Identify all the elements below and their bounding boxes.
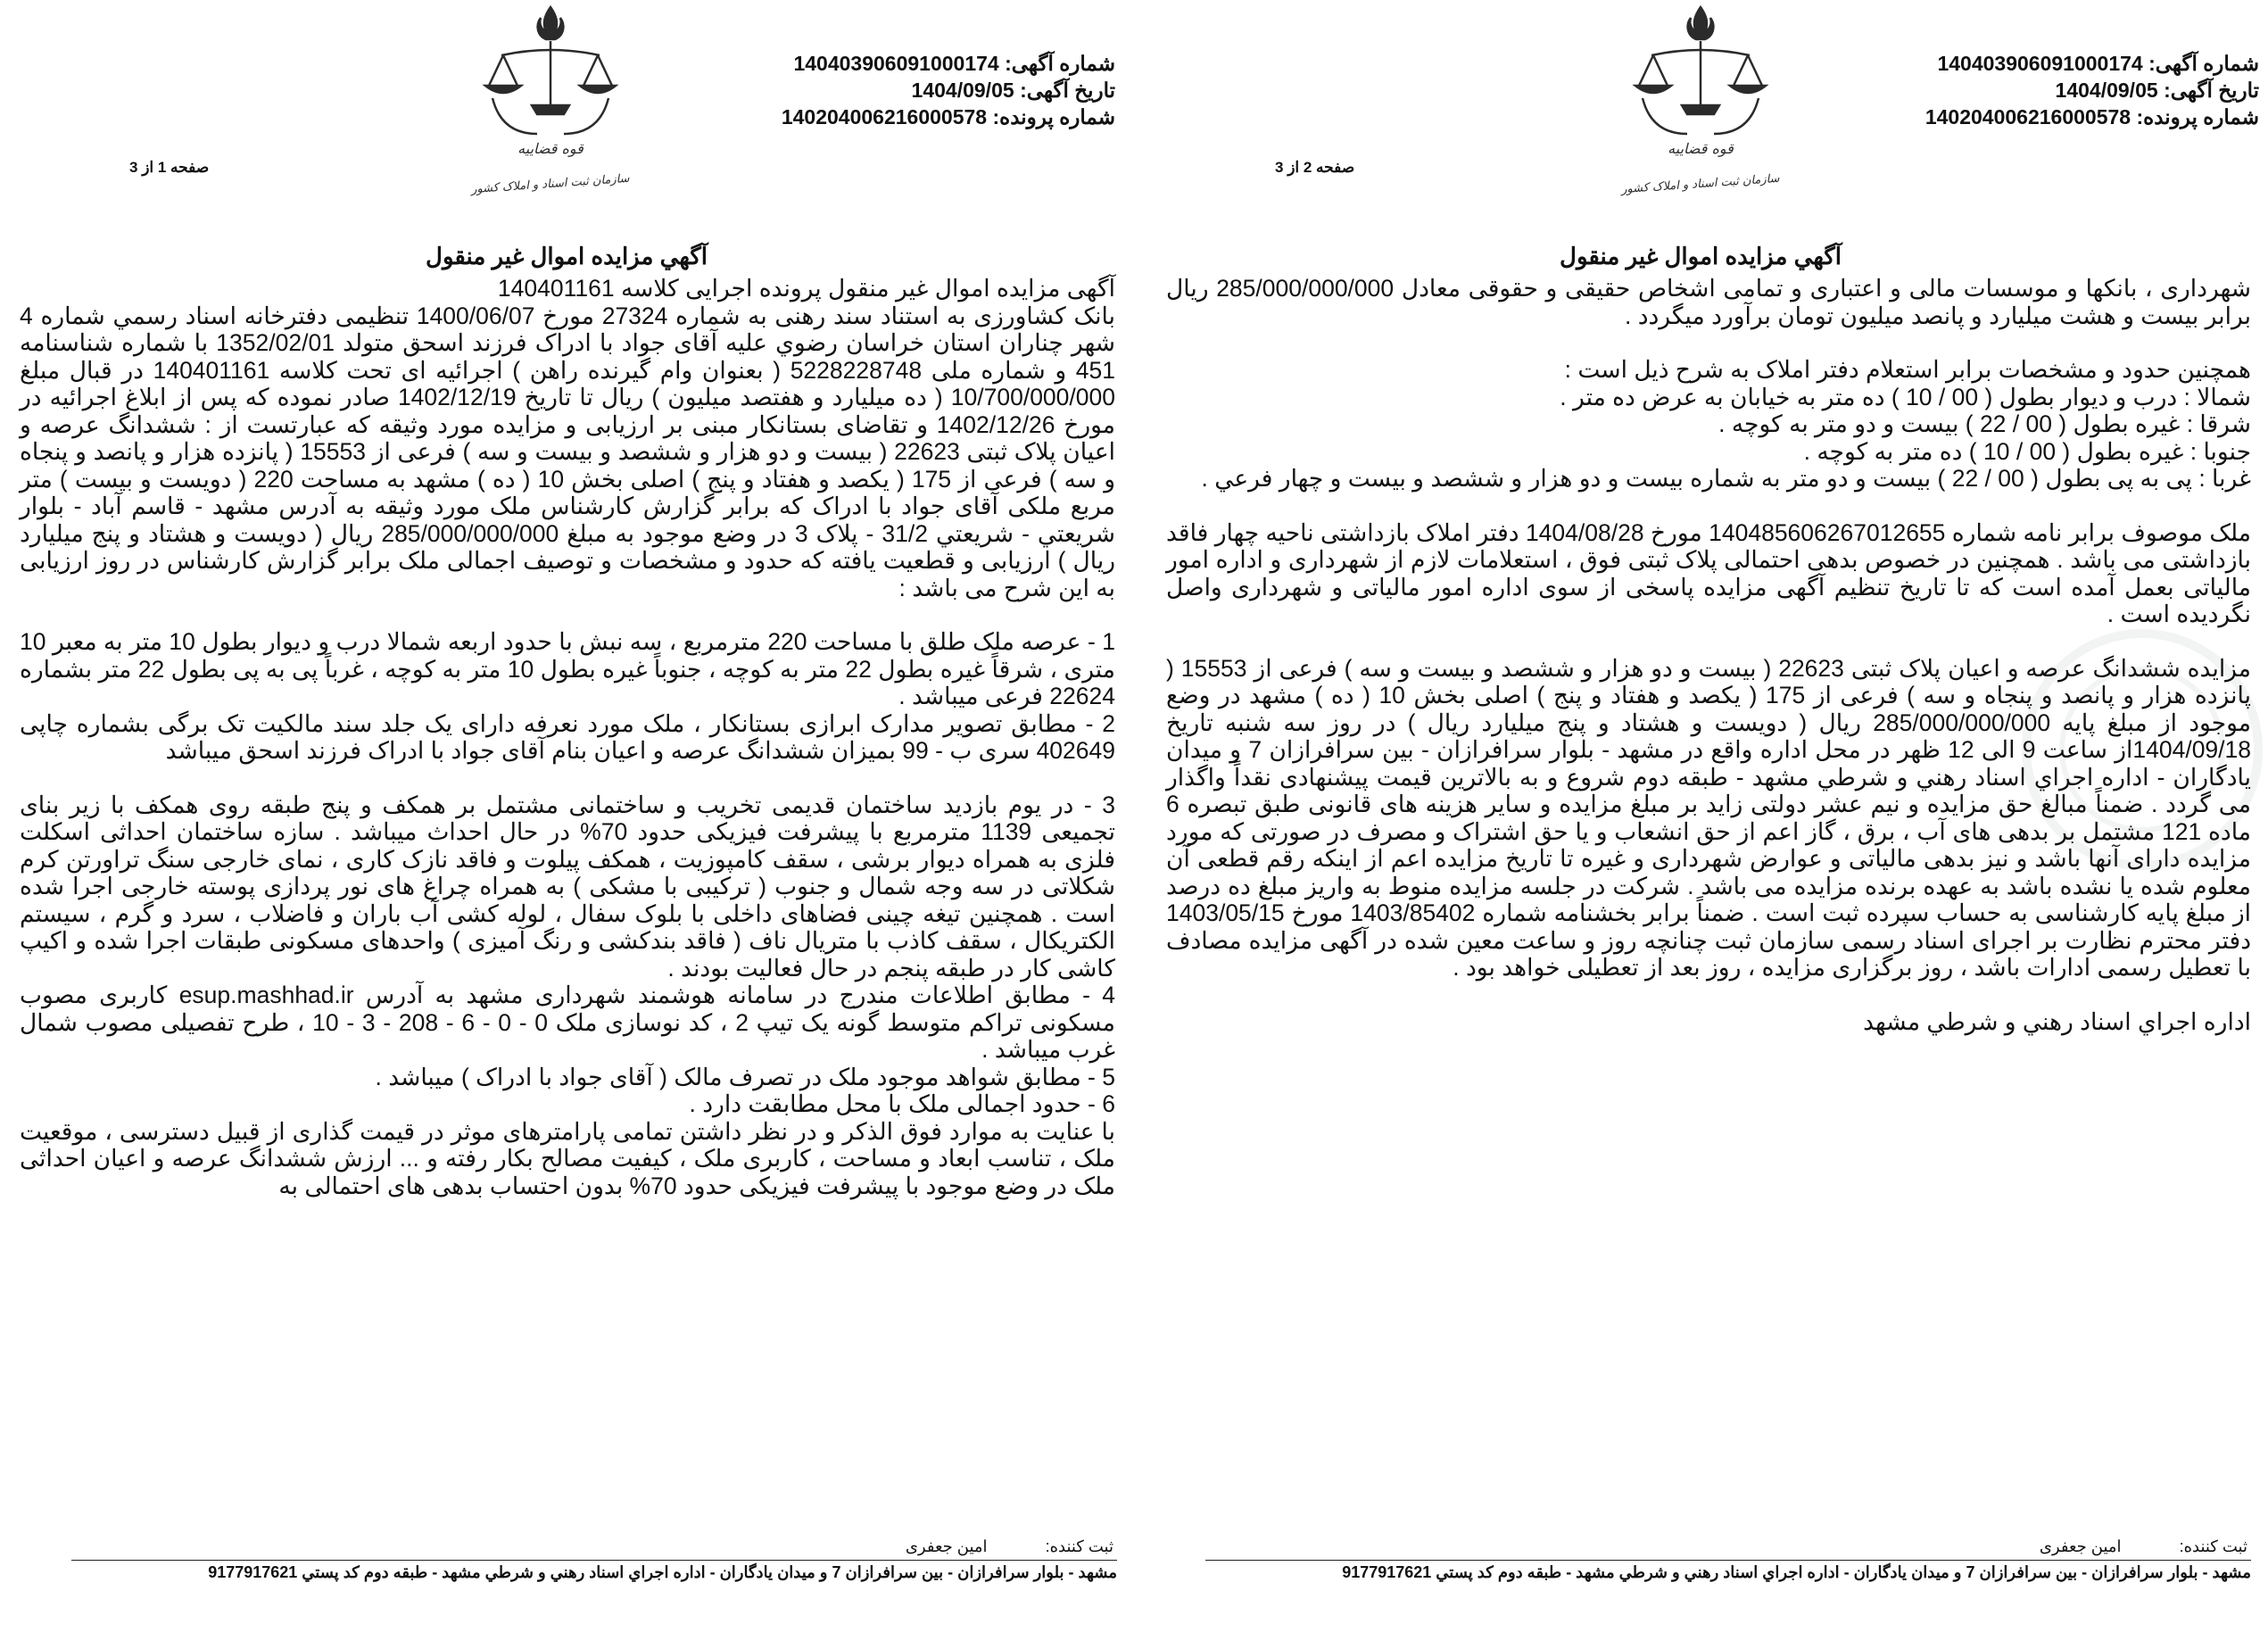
registrar-label: ثبت کننده: xyxy=(1045,1537,1113,1555)
announcement-date-label: تاریخ آگهی: xyxy=(2164,79,2259,102)
announcement-date: 1404/09/05 xyxy=(911,79,1014,102)
body-paragraph: غربا : پی به پی بطول ( 00 / 22 ) بیست و دو متر به شماره بیست و دو هزار و ششصد و بیست و چهار فرعي . xyxy=(1201,465,2251,492)
page-title: آگهي مزايده اموال غير منقول xyxy=(426,243,708,269)
announcement-number-label: شماره آگهی: xyxy=(1005,52,1115,75)
registrar-label: ثبت کننده: xyxy=(2179,1537,2247,1555)
svg-text:قوه قضاییه: قوه قضاییه xyxy=(1668,140,1734,157)
body-paragraph: 6 - حدود اجمالی ملک با محل مطابقت دارد . xyxy=(689,1090,1115,1117)
registrar-name: امین جعفری xyxy=(905,1537,988,1555)
announcement-page-2 xyxy=(1134,0,2268,1649)
page-header xyxy=(0,0,1134,223)
body-paragraph: 5 - مطابق شواهد موجود ملک در تصرف مالک ( آقای جواد با ادراک ) میباشد . xyxy=(375,1063,1115,1090)
footer-address: مشهد - بلوار سرافرازان - بین سرافرازان 7 و میدان یادگاران - اداره اجراي اسناد رهني و شرطي مشهد - طبقه دوم کد پستي 9177917621 xyxy=(71,1560,1117,1582)
svg-text:سازمان ثبت اسناد و املاک کشور: سازمان ثبت اسناد و املاک کشور xyxy=(470,171,630,197)
registrar xyxy=(1205,1537,2251,1556)
announcement-date-row xyxy=(651,77,1115,104)
page-indicator: صفحه 1 از 3 xyxy=(129,159,210,176)
file-number-row xyxy=(651,104,1115,130)
page-footer xyxy=(1205,1537,2251,1590)
issuing-office: اداره اجراي اسناد رهني و شرطي مشهد xyxy=(1863,1007,2251,1035)
judiciary-emblem-icon xyxy=(466,0,635,205)
svg-text:سازمان ثبت اسناد و املاک کشور: سازمان ثبت اسناد و املاک کشور xyxy=(1620,171,1780,197)
paragraph-gap xyxy=(1166,329,2251,356)
page-indicator: صفحه 2 از 3 xyxy=(1275,159,1355,176)
body-paragraph: 1 - عرصه ملک طلق با مساحت 220 مترمربع ، سه نبش با حدود اربعه شمالا درب و دیوار بطول 10 متر به معبر 10 متری ، شرقاً غیره بطول 22 متر به کوچه ، جنوباً غیره بطول 10 متر به کوچه ، غرباً پی به پی بطول 22 متر بشماره 22624 فرعی میباشد . xyxy=(20,628,1116,709)
body-paragraph: شمالا : درب و دیوار بطول ( 00 / 10 ) ده متر به خیابان به عرض ده متر . xyxy=(1560,383,2251,410)
file-number-row xyxy=(1795,104,2259,130)
body-paragraph: 2 - مطابق تصویر مدارک ابرازی بستانکار ، ملک مورد نعرفه دارای یک جلد سند مالکیت تک برگی بشماره چاپی 402649 سری ب - 99 بمیزان ششدانگ عرصه و اعیان بنام آقای جواد با ادراک فرزند اسحق میباشد xyxy=(20,709,1115,764)
announcement-number-row xyxy=(651,50,1115,77)
paragraph-gap xyxy=(1166,982,2251,1008)
announcement-date-row xyxy=(1795,77,2259,104)
body-paragraph: با عنایت به موارد فوق الذکر و در نظر داشتن تمامی پارامترهای موثر در قیمت گذاری از قبیل دسترسی ، موقعیت ملک ، تناسب ابعاد و مساحت ، کاربری ملک ، کیفیت مصالح بکار رفته و ... ارزش ششدانگ عرصه و اعیان احداثی ملک در وضع موجود با پیشرفت فیزیکی حدود 70% بدون احتساب بدهی های احتمالی به xyxy=(20,1117,1115,1199)
announcement-body xyxy=(1166,275,2251,1035)
body-paragraph: 4 - مطابق اطلاعات مندرج در سامانه هوشمند شهرداری مشهد به آدرس esup.mashhad.ir کاربری مصوب مسکونی تراکم متوسط گونه یک تیپ 2 ، کد نوسازی ملک 0 - 0 - 6 - 208 - 3 - 10 ، طرح تفصیلی مصوب شمال غرب میباشد . xyxy=(20,982,1116,1063)
svg-text:قوه قضاییه: قوه قضاییه xyxy=(517,140,584,157)
file-number: 140204006216000578 xyxy=(781,105,988,128)
body-paragraph: جنوبا : غیره بطول ( 00 / 10 ) ده متر به کوچه . xyxy=(1803,437,2251,465)
announcement-date-label: تاریخ آگهی: xyxy=(1020,79,1115,102)
body-paragraph: شرقا : غیره بطول ( 00 / 22 ) بیست و دو متر به کوچه . xyxy=(1718,410,2251,437)
announcement-date: 1404/09/05 xyxy=(2055,79,2158,102)
footer-address: مشهد - بلوار سرافرازان - بین سرافرازان 7 و میدان یادگاران - اداره اجراي اسناد رهني و شرطي مشهد - طبقه دوم کد پستي 9177917621 xyxy=(1205,1560,2251,1582)
paragraph-gap xyxy=(20,601,1115,628)
body-paragraph: آگهی مزایده اموال غیر منقول پرونده اجرایی کلاسه 140401161 xyxy=(497,275,1115,302)
announcement-number-label: شماره آگهی: xyxy=(2148,52,2259,75)
body-paragraph: شهرداری ، بانکها و موسسات مالی و اعتباری و تمامی اشخاص حقیقی و حقوقی معادل 285/000/000/000 ریال برابر بیست و هشت میلیارد و پانصد میلیون تومان برآورد میگردد . xyxy=(1166,275,2251,329)
page-footer xyxy=(71,1537,1117,1590)
body-paragraph: ملک موصوف برابر نامه شماره 140485606267012655 مورخ 1404/08/28 دفتر املاک بازداشتی ناحیه چهار فاقد بازداشتی می باشد . همچنین در خصوص بدهی احتمالی پلاک ثبتی فوق ، استعلامات لازم از شهرداری و اداره امور مالیاتی بعمل آمده است که تا تاریخ تنظیم آگهی مزایده پاسخی از سوی اداره امور مالیاتی و شهرداری واصل نگردیده است . xyxy=(1166,518,2252,627)
file-number-label: شماره پرونده: xyxy=(2136,105,2259,128)
body-paragraph: همچنین حدود و مشخصات برابر استعلام دفتر املاک به شرح ذیل است : xyxy=(1564,356,2251,383)
announcement-meta xyxy=(1795,50,2259,130)
announcement-body xyxy=(20,275,1115,1199)
announcement-meta xyxy=(651,50,1115,130)
body-paragraph: مزایده ششدانگ عرصه و اعیان پلاک ثبتی 22623 ( بیست و دو هزار و ششصد و بیست و سه ) فرعی از 15553 ( پانزده هزار و پانصد و پنجاه و سه ) فرعی از 175 ( یکصد و هفتاد و پنج ) اصلی بخش 10 ( ده ) مشهد در وضع موجود از مبلغ پایه 285/000/000/000 ریال ( دویست و هشتاد و پنج میلیارد ریال ) در روز سه شنبه تاریخ 1404/09/18از ساعت 9 الی 12 ظهر در محل اداره واقع در مشهد - بلوار سرافرازان - بین سرافرازان 7 و میدان یادگاران - اداره اجراي اسناد رهني و شرطي مشهد - طبقه دوم شروع و به بالاترین قیمت پیشنهادی نقداً واگذار می گردد . ضمناً مبالغ حق مزایده و نیم عشر دولتی زاید بر مبلغ مزایده و سایر هزینه های قانونی طبق تبصره 6 ماده 121 مشتمل بر بدهی های آب ، برق ، گاز اعم از حق انشعاب و یا حق اشتراک و مصرف در صورتی که مورد مزایده دارای آنها باشد و نیز بدهی مالیاتی و عوارض شهرداری و غیره تا تاریخ مزایده اعم از اینکه رقم قطعی آن معلوم شده یا نشده باشد به عهده برنده مزایده می باشد . شرکت در جلسه مزایده منوط به واریز مبلغ ده درصد از مبلغ پایه کارشناسی به حساب سپرده ثبت است . ضمناً برابر بخشنامه شماره 1403/85402 مورخ 1403/05/15 دفتر محترم نظارت بر اجرای اسناد رسمی سازمان ثبت چنانچه روز و ساعت معین شده در آگهی مزایده مصادف با تعطیل رسمی ادارات باشد ، روز برگزاری مزایده ، روز بعد از تعطیلی خواهد بود . xyxy=(1166,654,2252,981)
announcement-number: 140403906091000174 xyxy=(1937,52,2143,75)
paragraph-gap xyxy=(1166,628,2251,655)
registrar xyxy=(71,1537,1117,1556)
page-header xyxy=(1134,0,2268,223)
announcement-number-row xyxy=(1795,50,2259,77)
file-number: 140204006216000578 xyxy=(1924,105,2131,128)
paragraph-gap xyxy=(20,765,1115,791)
registrar-name: امین جعفری xyxy=(2039,1537,2122,1555)
judiciary-emblem-icon xyxy=(1616,0,1785,205)
announcement-number: 140403906091000174 xyxy=(793,52,999,75)
body-paragraph: بانک کشاورزی به استناد سند رهنی به شماره 27324 مورخ 1400/06/07 تنظیمی دفترخانه اسناد رسمي شماره 4 شهر چناران استان خراسان رضوي علیه آقای جواد با ادراک فرزند اسحق متولد 1352/02/01 با شماره شناسنامه 451 و شماره ملی 5228228748 ( بعنوان وام گیرنده راهن ) اجرائیه ای تحت کلاسه 140401161 در قبال مبلغ 10/700/000/000 ( ده میلیارد و هفتصد میلیون ) ریال تا تاریخ 1402/12/19 صادر نموده که پس از ابلاغ اجرائیه در مورخ 1402/12/26 و تقاضای بستانکار مبنی بر ارزیابی و مزایده مورد وثیقه که عبارتست از : ششدانگ عرصه و اعیان پلاک ثبتی 22623 ( بیست و دو هزار و ششصد و بیست و سه ) فرعی از 15553 ( پانزده هزار و پانصد و پنجاه و سه ) فرعی از 175 ( یکصد و هفتاد و پنج ) اصلی بخش 10 ( ده ) مشهد به مساحت 220 ( دویست و بیست ) متر مربع ملکی آقای جواد با ادراک که برابر گزارش کارشناس ملک مورد وثیقه به آدرس مشهد - قاسم آباد - بلوار شریعتي - شریعتي 31/2 - پلاک 3 در وضع موجود به مبلغ 285/000/000/000 ریال ( دویست و هشتاد و پنج میلیارد ریال ) ارزیابی و قطعیت یافته که حدود و مشخصات و توصیف اجمالی ملک برابر گزارش کارشناس در روز ارزیابی به این شرح می باشد : xyxy=(20,302,1116,601)
body-paragraph: 3 - در یوم بازدید ساختمان قدیمی تخریب و ساختمانی مشتمل بر همکف و پنج طبقه روی همکف با زیر بنای تجمیعی 1139 مترمربع با پیشرفت فیزیکی حدود 70% در حال احداث میباشد . سازه ساختمان احداثی اسکلت فلزی به همراه دیوار برشی ، سقف کامپوزیت ، همکف پیلوت و فاقد نازک کاری ، نمای خارجی سنگ تراورتن کرم شکلاتی در سه وجه شمال و جنوب ( ترکیبی با مشکی ) به همراه چراغ های نور پردازی پوسته خارجی اجرا شده است . همچنین تیغه چینی فضاهای داخلی با بلوک سفال ، لوله کشی آب باران و فاضلاب ، سرد و گرم ، سیستم الکتریکال ، سقف کاذب با متریال ناف ( فاقد بندکشی و رنگ آمیزی ) واحدهای مسکونی طبقات اجرا شده و اکیپ کاشی کار در طبقه پنجم در حال فعالیت بودند . xyxy=(20,791,1115,982)
file-number-label: شماره پرونده: xyxy=(992,105,1115,128)
page-title: آگهي مزايده اموال غير منقول xyxy=(1560,243,1842,269)
paragraph-gap xyxy=(1166,493,2251,519)
